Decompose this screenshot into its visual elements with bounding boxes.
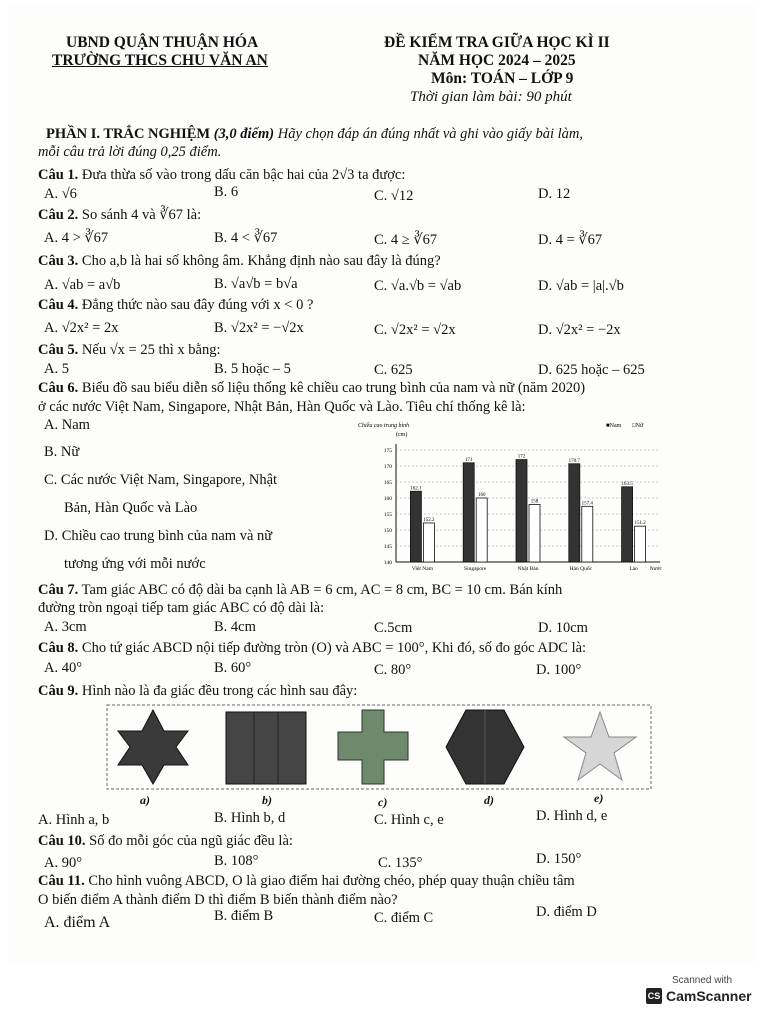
chart-data-label-nam-1: 171 <box>464 457 473 463</box>
question-6-line2: ở các nước Việt Nam, Singapore, Nhật Bản, Hàn Quốc và Lào. Tiêu chí thống kê là: <box>38 399 526 415</box>
q3-option-b[interactable]: B. √a√b = b√a <box>214 276 298 292</box>
question-1: Câu 1. Đưa thừa số vào trong dấu căn bậc hai của 2√3 ta được: <box>38 167 406 183</box>
q5-option-d[interactable]: D. 625 hoặc – 625 <box>538 362 645 378</box>
chart-data-label-nam-2: 172 <box>517 454 526 460</box>
school-year: NĂM HỌC 2024 – 2025 <box>418 52 576 69</box>
figure-label-e: e) <box>594 791 604 805</box>
chart-ytick-4: 160 <box>383 496 392 502</box>
part1-points: (3,0 điểm) <box>213 126 275 142</box>
q5-option-c[interactable]: C. 625 <box>374 362 413 378</box>
part1-title: PHẦN I. TRẮC NGHIỆM <box>46 126 211 142</box>
chart-ytick-6: 170 <box>383 464 392 470</box>
chart-ytick-1: 145 <box>383 544 392 550</box>
chart-bar-nu-1 <box>476 498 487 562</box>
chart-data-label-nam-4: 163.5 <box>621 481 633 487</box>
q6-option-d[interactable]: D. Chiều cao trung bình của nam và nữ <box>44 528 273 544</box>
q11-option-d[interactable]: D. điểm D <box>536 904 597 920</box>
camscanner-watermark <box>646 975 758 1015</box>
school-name: TRƯỜNG THCS CHU VĂN AN <box>52 52 268 69</box>
chart-ytick-2: 150 <box>383 528 392 534</box>
chart-bar-nam-3 <box>569 464 580 562</box>
q3-option-c[interactable]: C. √a.√b = √ab <box>374 278 462 294</box>
q3-option-a[interactable]: A. √ab = a√b <box>44 277 121 293</box>
chart-bar-nam-2 <box>516 460 527 562</box>
q6-option-a[interactable]: A. Nam <box>44 417 90 433</box>
q10-option-a[interactable]: A. 90° <box>44 855 83 871</box>
height-bar-chart <box>356 418 668 578</box>
q9-option-a[interactable]: A. Hình a, b <box>38 812 110 828</box>
q7-option-b[interactable]: B. 4cm <box>214 619 256 635</box>
question-5: Câu 5. Nếu √x = 25 thì x bằng: <box>38 342 221 358</box>
question-7: Câu 7. Tam giác ABC có độ dài ba cạnh là AB = 6 cm, AC = 8 cm, BC = 10 cm. Bán kính <box>38 582 563 598</box>
q3-option-d[interactable]: D. √ab = |a|.√b <box>538 278 624 294</box>
chart-xtick-1: Singapore <box>464 566 487 572</box>
subject: Môn: TOÁN – LỚP 9 <box>431 70 574 87</box>
chart-ytick-0: 140 <box>383 560 392 566</box>
chart-xtick-2: Nhật Bản <box>517 566 539 572</box>
part1-instruction: Hãy chọn đáp án đúng nhất và ghi vào giấy bài làm, <box>277 126 583 142</box>
figure-a-star-icon <box>118 710 188 784</box>
chart-xtick-0: Việt Nam <box>411 566 434 572</box>
question-4: Câu 4. Đẳng thức nào sau đây đúng với x < 0 ? <box>38 297 314 313</box>
question-8: Câu 8. Cho tứ giác ABCD nội tiếp đường tròn (O) và ABC = 100°, Khi đó, số đo góc ADC là: <box>38 640 587 656</box>
q6-option-b[interactable]: B. Nữ <box>44 444 80 460</box>
chart-xlabel: Nước <box>649 566 662 572</box>
chart-data-label-nam-3: 170.7 <box>568 458 580 464</box>
q1-option-b[interactable]: B. 6 <box>214 184 239 200</box>
chart-data-label-nu-2: 158 <box>530 499 539 505</box>
chart-data-label-nu-4: 151.2 <box>634 521 646 527</box>
q8-option-b[interactable]: B. 60° <box>214 660 252 676</box>
question-10: Câu 10. Số đo mỗi góc của ngũ giác đều là: <box>38 833 293 849</box>
q8-option-d[interactable]: D. 100° <box>536 662 582 678</box>
q4-option-a[interactable]: A. √2x² = 2x <box>44 320 119 336</box>
chart-ytick-5: 165 <box>383 480 392 486</box>
question-2: Câu 2. So sánh 4 và ∛67 là: <box>38 207 202 223</box>
q1-option-d[interactable]: D. 12 <box>538 186 571 202</box>
chart-data-label-nu-1: 160 <box>477 493 486 498</box>
chart-title: Chiều cao trung bình <box>358 423 410 429</box>
q10-option-d[interactable]: D. 150° <box>536 851 582 867</box>
q2-option-b[interactable]: B. 4 < ∛67 <box>214 230 278 246</box>
q7-option-a[interactable]: A. 3cm <box>44 619 87 635</box>
exam-title: ĐỀ KIỂM TRA GIỮA HỌC KÌ II <box>384 34 610 51</box>
figure-label-c: c) <box>378 795 388 809</box>
question-9: Câu 9. Hình nào là đa giác đều trong các hình sau đây: <box>38 683 358 699</box>
question-3: Câu 3. Cho a,b là hai số không âm. Khẳng định nào sau đây là đúng? <box>38 253 441 269</box>
q2-option-a[interactable]: A. 4 > ∛67 <box>44 230 109 246</box>
duration: Thời gian làm bài: 90 phút <box>410 89 572 105</box>
chart-ytick-7: 175 <box>383 448 392 454</box>
q4-option-b[interactable]: B. √2x² = −√2x <box>214 320 304 336</box>
q10-option-c[interactable]: C. 135° <box>378 855 423 871</box>
q6-option-d-cont: tương ứng với mỗi nước <box>64 556 206 572</box>
q2-option-c[interactable]: C. 4 ≥ ∛67 <box>374 232 438 248</box>
figure-c-cross-icon <box>338 710 408 784</box>
chart-xtick-4: Lào <box>629 566 638 572</box>
q1-option-a[interactable]: A. √6 <box>44 186 77 202</box>
q6-option-c-cont: Bản, Hàn Quốc và Lào <box>64 500 198 516</box>
q1-option-c[interactable]: C. √12 <box>374 188 414 204</box>
q5-option-a[interactable]: A. 5 <box>44 361 69 377</box>
chart-data-label-nu-0: 152.2 <box>423 517 435 523</box>
chart-bar-nu-4 <box>635 526 646 562</box>
figure-label-d: d) <box>484 793 494 807</box>
q11-option-a[interactable]: A. điểm A <box>44 914 111 931</box>
q6-option-c[interactable]: C. Các nước Việt Nam, Singapore, Nhật <box>44 472 278 488</box>
chart-bar-nu-0 <box>423 523 434 562</box>
chart-bar-nam-4 <box>622 487 633 562</box>
q11-option-b[interactable]: B. điểm B <box>214 908 274 924</box>
q11-option-c[interactable]: C. điểm C <box>374 910 434 926</box>
question-6: Câu 6. Biểu đồ sau biểu diễn số liệu thống kê chiều cao trung bình của nam và nữ (năm 2020) <box>38 380 586 396</box>
question-7-line2: đường tròn ngoại tiếp tam giác ABC có độ dài là: <box>38 600 325 616</box>
q9-option-b[interactable]: B. Hình b, d <box>214 810 286 826</box>
chart-legend-nu: □Nữ <box>632 423 644 429</box>
dept-name: UBND QUẬN THUẬN HÓA <box>66 34 259 51</box>
scanned-with-text: Scanned with <box>671 975 733 986</box>
question-11-line2: O biến điểm A thành điểm D thì điểm B biến thành điểm nào? <box>38 892 398 908</box>
figure-label-b: b) <box>262 793 272 807</box>
chart-ytick-3: 155 <box>383 512 392 518</box>
chart-legend-nam: ■Nam <box>606 423 622 429</box>
chart-bar-nam-0 <box>410 491 421 562</box>
chart-bar-nam-1 <box>463 463 474 562</box>
question-11: Câu 11. Cho hình vuông ABCD, O là giao điểm hai đường chéo, phép quay thuận chiều tâm <box>38 873 575 889</box>
chart-bar-nu-2 <box>529 504 540 562</box>
q8-option-c[interactable]: C. 80° <box>374 662 412 678</box>
chart-bar-nu-3 <box>582 506 593 562</box>
camscanner-name: CamScanner <box>666 988 752 1004</box>
q5-option-b[interactable]: B. 5 hoặc – 5 <box>214 361 291 377</box>
q9-option-d[interactable]: D. Hình d, e <box>536 808 608 824</box>
q2-option-d[interactable]: D. 4 = ∛67 <box>538 232 603 248</box>
q7-option-d[interactable]: D. 10cm <box>538 620 588 636</box>
figure-b-square-icon <box>226 712 306 784</box>
q9-option-c[interactable]: C. Hình c, e <box>374 812 444 828</box>
q10-option-b[interactable]: B. 108° <box>214 853 259 869</box>
chart-xtick-3: Hàn Quốc <box>569 566 593 572</box>
chart-ylabel: (cm) <box>396 432 408 438</box>
part1-instruction-2: mỗi câu trả lời đúng 0,25 điểm. <box>38 144 222 160</box>
figure-e-star-icon <box>564 712 636 780</box>
chart-data-label-nam-0: 162.1 <box>410 486 422 492</box>
q4-option-d[interactable]: D. √2x² = −2x <box>538 322 621 338</box>
chart-data-label-nu-3: 157.4 <box>581 501 593 507</box>
polygon-figures <box>106 704 652 790</box>
figure-label-a: a) <box>140 793 150 807</box>
q8-option-a[interactable]: A. 40° <box>44 660 83 676</box>
q7-option-c[interactable]: C.5cm <box>374 620 413 636</box>
part1-heading <box>46 126 583 143</box>
q4-option-c[interactable]: C. √2x² = √2x <box>374 322 456 338</box>
camscanner-logo-icon: CS <box>646 988 662 1004</box>
